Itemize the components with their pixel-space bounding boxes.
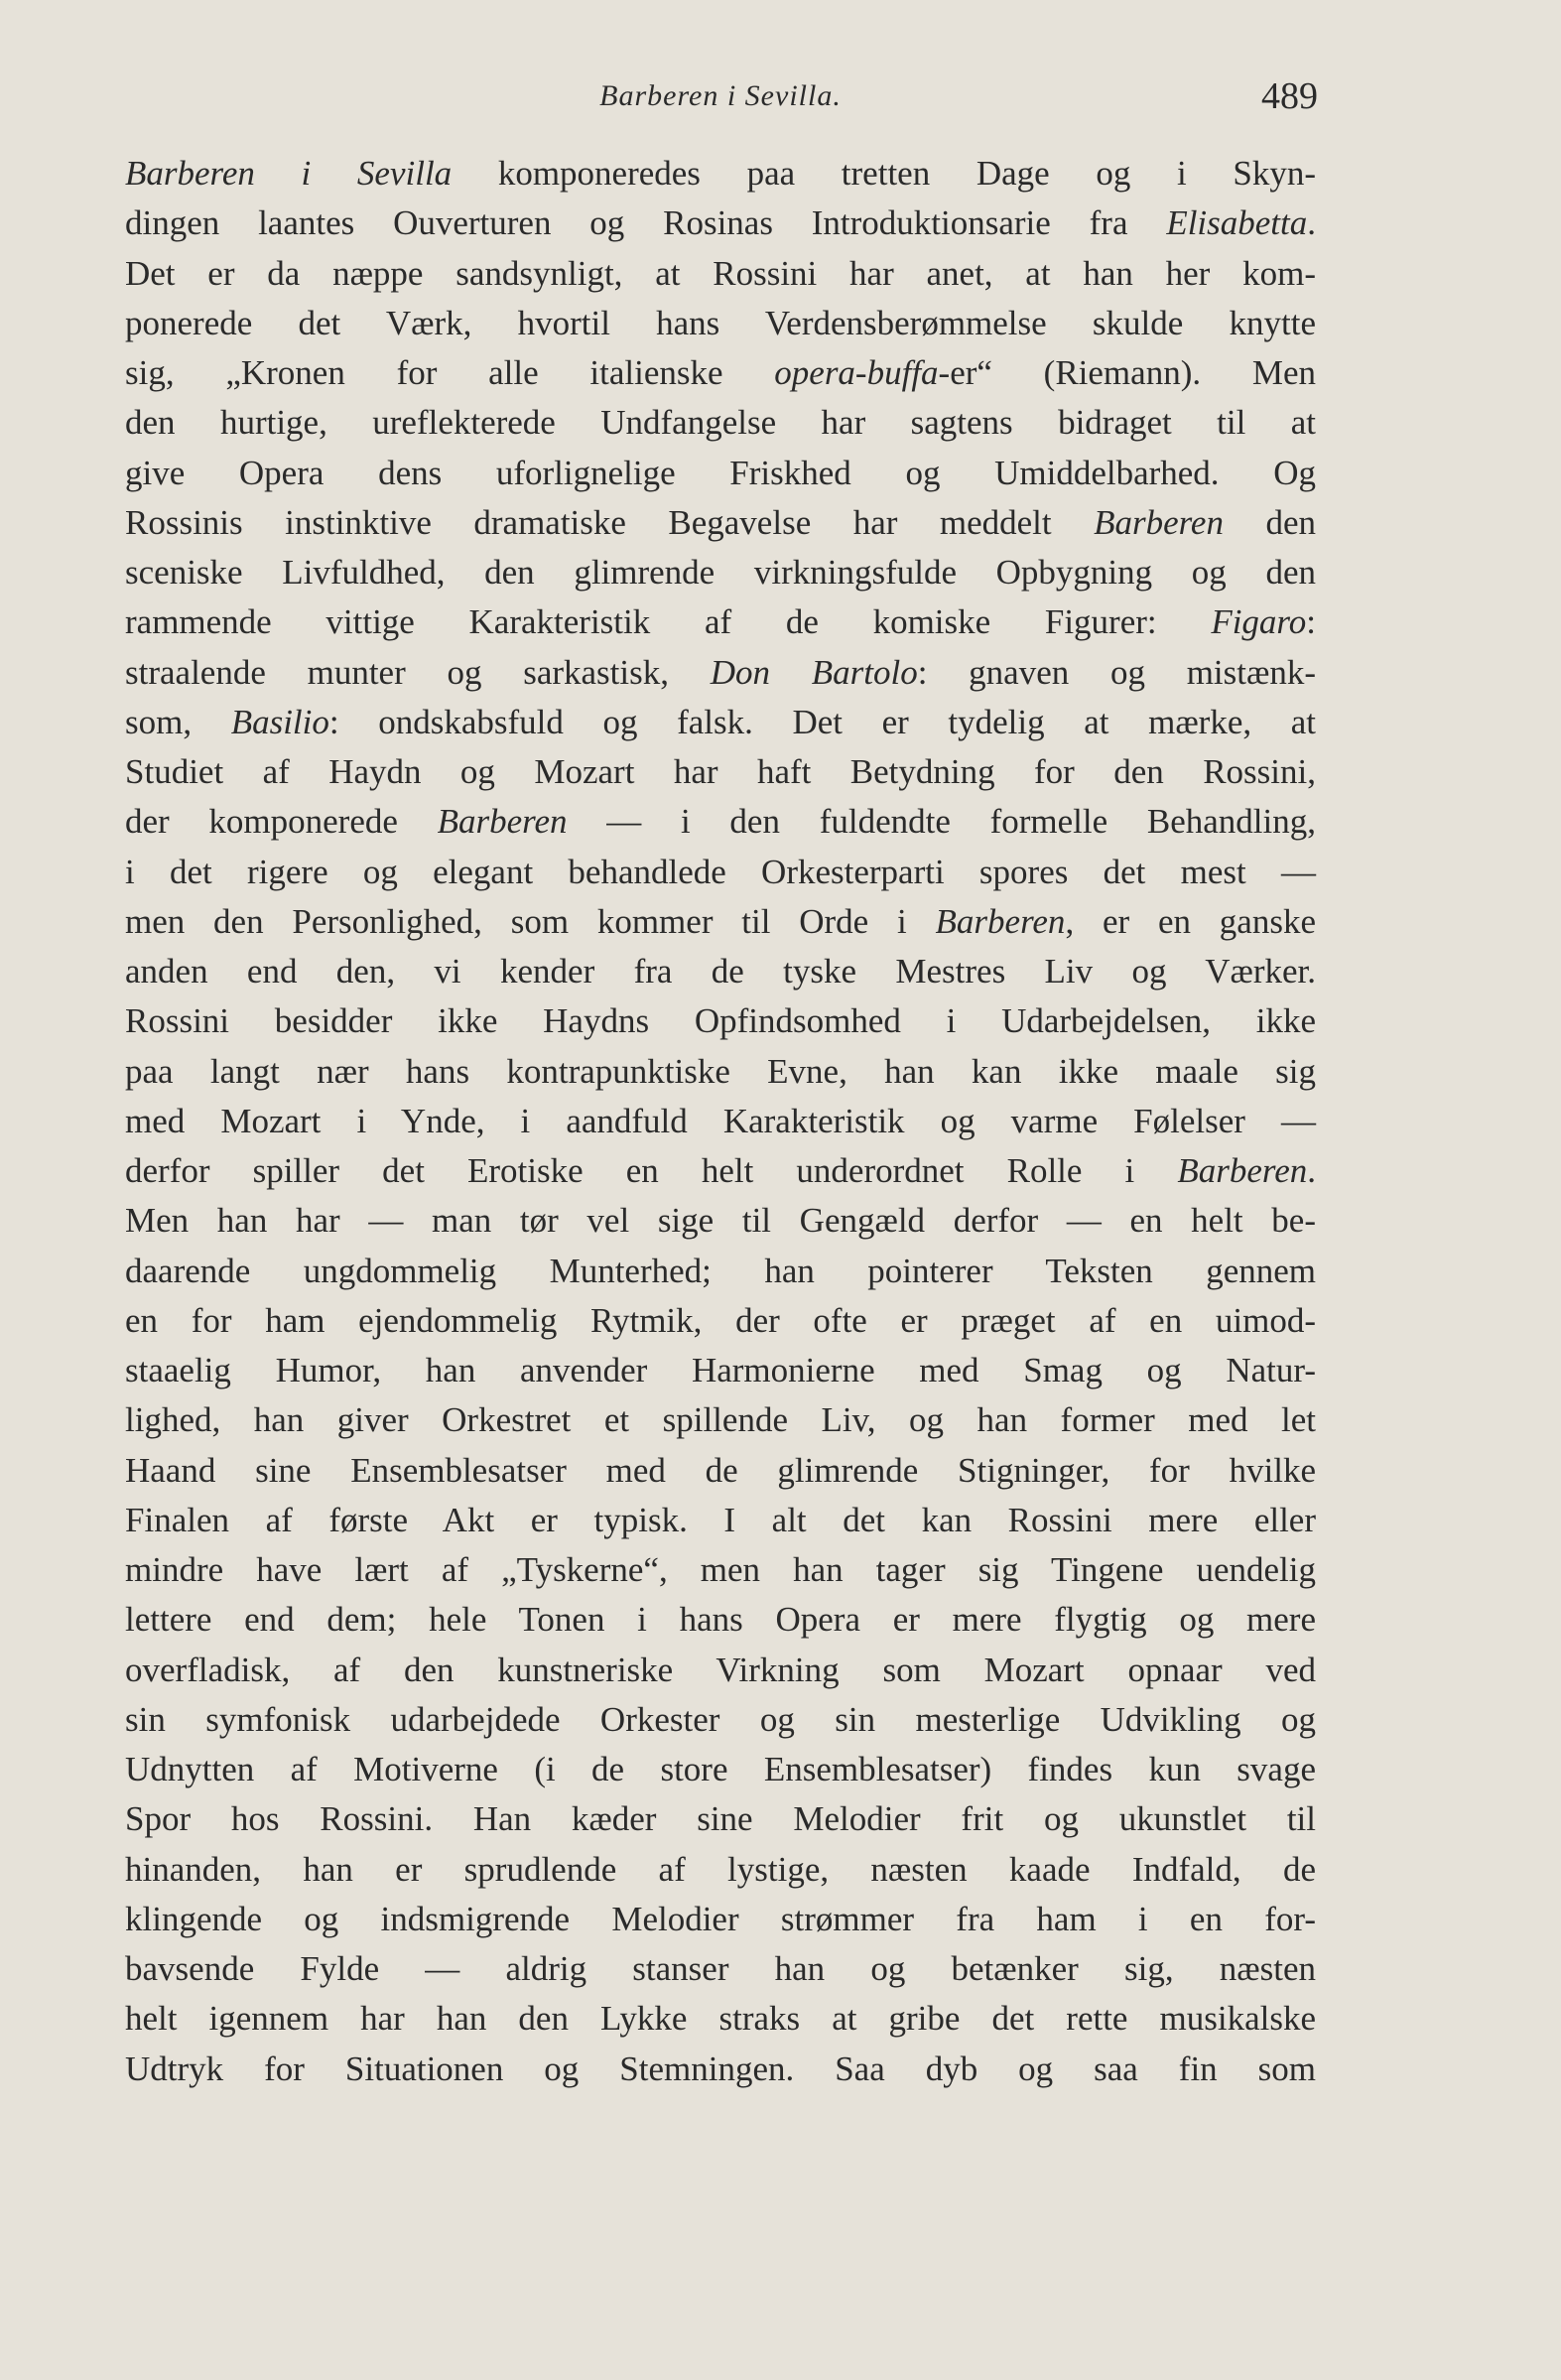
text-segment: : gnaven og mistænk- bbox=[917, 652, 1316, 692]
text-line bbox=[125, 249, 1316, 299]
text-line bbox=[125, 1296, 1316, 1346]
text-line bbox=[125, 398, 1316, 448]
text-line bbox=[125, 1346, 1316, 1395]
text-segment: daarende ungdommelig Munterhed; han pointerer Teksten gennem bbox=[125, 1251, 1316, 1290]
text-line bbox=[125, 2045, 1316, 2094]
text-segment: Finalen af første Akt er typisk. I alt det kan Rossini mere eller bbox=[125, 1500, 1316, 1539]
text-segment: : bbox=[1306, 602, 1316, 642]
body-text bbox=[125, 149, 1316, 2094]
text-line bbox=[125, 449, 1316, 498]
text-segment: give Opera dens uforlignelige Friskhed og Umiddelbarhed. Og bbox=[125, 453, 1316, 492]
text-segment: Spor hos Rossini. Han kæder sine Melodier frit og ukunstlet til bbox=[125, 1799, 1316, 1839]
text-segment: Det er da næppe sandsynligt, at Rossini har anet, at han her kom- bbox=[125, 253, 1316, 293]
text-segment: derfor spiller det Erotiske en helt underordnet Rolle i bbox=[125, 1151, 1178, 1190]
text-line bbox=[125, 648, 1316, 698]
text-segment: , er en ganske bbox=[1065, 901, 1316, 941]
text-segment: lettere end dem; hele Tonen i hans Opera er mere flygtig og mere bbox=[125, 1600, 1316, 1640]
text-line bbox=[125, 299, 1316, 348]
text-line bbox=[125, 1545, 1316, 1595]
text-line bbox=[125, 1895, 1316, 1944]
text-segment: helt igennem har han den Lykke straks at gribe det rette musikalske bbox=[125, 1999, 1316, 2039]
text-segment: komponeredes paa tretten Dage og i Skyn- bbox=[452, 154, 1317, 193]
page-number: 489 bbox=[1261, 75, 1318, 117]
text-segment: som, bbox=[125, 702, 231, 741]
text-line bbox=[125, 1695, 1316, 1745]
text-line bbox=[125, 747, 1316, 797]
text-segment: overfladisk, af den kunstneriske Virkning som Mozart opnaar ved bbox=[125, 1650, 1316, 1689]
text-segment: dingen laantes Ouverturen og Rosinas Introduktionsarie fra bbox=[125, 203, 1167, 243]
text-segment: den hurtige, ureflekterede Undfangelse har sagtens bidraget til at bbox=[125, 403, 1316, 443]
italic-title: Barberen bbox=[437, 802, 568, 842]
text-line bbox=[125, 797, 1316, 847]
text-segment: rammende vittige Karakteristik af de komiske Figurer: bbox=[125, 602, 1212, 642]
text-segment: bavsende Fylde — aldrig stanser han og betænker sig, næsten bbox=[125, 1949, 1316, 1988]
text-line bbox=[125, 848, 1316, 897]
text-line bbox=[125, 1047, 1316, 1097]
text-line bbox=[125, 1646, 1316, 1695]
text-segment: Haand sine Ensemblesatser med de glimrende Stigninger, for hvilke bbox=[125, 1450, 1316, 1490]
text-segment: Udnytten af Motiverne (i de store Ensemblesatser) findes kun svage bbox=[125, 1750, 1316, 1788]
text-segment: i det rigere og elegant behandlede Orkesterparti spores det mest — bbox=[125, 852, 1316, 891]
text-line bbox=[125, 1146, 1316, 1196]
text-line bbox=[125, 897, 1316, 947]
text-segment: sceniske Livfuldhed, den glimrende virkningsfulde Opbygning og den bbox=[125, 553, 1316, 592]
italic-title: Figaro bbox=[1211, 602, 1307, 642]
text-segment: Rossini besidder ikke Haydns Opfindsomhed i Udarbejdelsen, ikke bbox=[125, 1001, 1316, 1041]
text-line bbox=[125, 1395, 1316, 1445]
text-line bbox=[125, 1994, 1316, 2044]
text-line bbox=[125, 348, 1316, 398]
italic-title: Barberen bbox=[1094, 502, 1224, 542]
text-segment: Studiet af Haydn og Mozart har haft Betydning for den Rossini, bbox=[125, 752, 1316, 791]
text-segment: lighed, han giver Orkestret et spillende Liv, og han former med let bbox=[125, 1400, 1316, 1440]
text-line bbox=[125, 947, 1316, 996]
text-segment: anden end den, vi kender fra de tyske Mestres Liv og Værker. bbox=[125, 952, 1316, 991]
text-segment: paa langt nær hans kontrapunktiske Evne, han kan ikke maale sig bbox=[125, 1051, 1316, 1091]
text-segment: der komponerede bbox=[125, 802, 438, 842]
italic-title: Elisabetta bbox=[1166, 203, 1308, 243]
text-line bbox=[125, 996, 1316, 1046]
text-line bbox=[125, 698, 1316, 747]
text-segment: . bbox=[1307, 203, 1316, 243]
text-line bbox=[125, 1196, 1316, 1246]
text-segment: sin symfonisk udarbejdede Orkester og sin mesterlige Udvikling og bbox=[125, 1699, 1316, 1739]
text-line bbox=[125, 498, 1316, 548]
text-segment: — i den fuldendte formelle Behandling, bbox=[567, 802, 1316, 842]
text-segment: -er“ (Riemann). Men bbox=[938, 353, 1316, 392]
text-segment: men den Personlighed, som kommer til Orde i bbox=[125, 901, 936, 941]
text-segment: sig, „Kronen for alle italienske bbox=[125, 353, 775, 392]
text-segment: den bbox=[1223, 502, 1316, 542]
text-line bbox=[125, 1794, 1316, 1844]
text-line bbox=[125, 198, 1316, 248]
text-line bbox=[125, 1097, 1316, 1146]
italic-title: Barberen bbox=[1177, 1151, 1308, 1190]
italic-title: Basilio bbox=[230, 702, 329, 741]
text-line bbox=[125, 1595, 1316, 1645]
text-line bbox=[125, 1247, 1316, 1296]
text-segment: med Mozart i Ynde, i aandfuld Karakteristik og varme Følelser — bbox=[125, 1101, 1316, 1140]
text-segment: hinanden, han er sprudlende af lystige, næsten kaade Indfald, de bbox=[125, 1849, 1316, 1889]
text-line bbox=[125, 1745, 1316, 1794]
text-segment: : ondskabsfuld og falsk. Det er tydelig at mærke, at bbox=[328, 702, 1316, 741]
text-segment: mindre have lært af „Tyskerne“, men han tager sig Tingene uendelig bbox=[125, 1550, 1316, 1589]
text-line bbox=[125, 597, 1316, 647]
text-line bbox=[125, 1446, 1316, 1496]
running-head bbox=[125, 71, 1316, 121]
running-title: Barberen i Sevilla. bbox=[599, 79, 842, 112]
italic-title: Barberen bbox=[935, 901, 1066, 941]
text-segment: . bbox=[1307, 1151, 1316, 1190]
text-segment: straalende munter og sarkastisk, bbox=[125, 652, 711, 692]
text-line bbox=[125, 149, 1316, 198]
text-segment: en for ham ejendommelig Rytmik, der ofte er præget af en uimod- bbox=[125, 1300, 1316, 1340]
text-segment: staaelig Humor, han anvender Harmonierne med Smag og Natur- bbox=[125, 1351, 1316, 1389]
text-segment: Udtryk for Situationen og Stemningen. Saa dyb og saa fin som bbox=[125, 2049, 1316, 2088]
text-segment: Men han har — man tør vel sige til Gengæld derfor — en helt be- bbox=[125, 1201, 1316, 1241]
italic-title: Don Bartolo bbox=[710, 652, 918, 692]
italic-title: opera-buffa bbox=[774, 353, 939, 392]
text-line bbox=[125, 1845, 1316, 1895]
text-line bbox=[125, 548, 1316, 597]
text-segment: klingende og indsmigrende Melodier strømmer fra ham i en for- bbox=[125, 1899, 1316, 1938]
text-segment: ponerede det Værk, hvortil hans Verdensberømmelse skulde knytte bbox=[125, 303, 1316, 342]
text-line bbox=[125, 1496, 1316, 1545]
italic-title: Barberen i Sevilla bbox=[125, 154, 453, 193]
text-segment: Rossinis instinktive dramatiske Begavelse har meddelt bbox=[125, 502, 1095, 542]
text-line bbox=[125, 1944, 1316, 1994]
